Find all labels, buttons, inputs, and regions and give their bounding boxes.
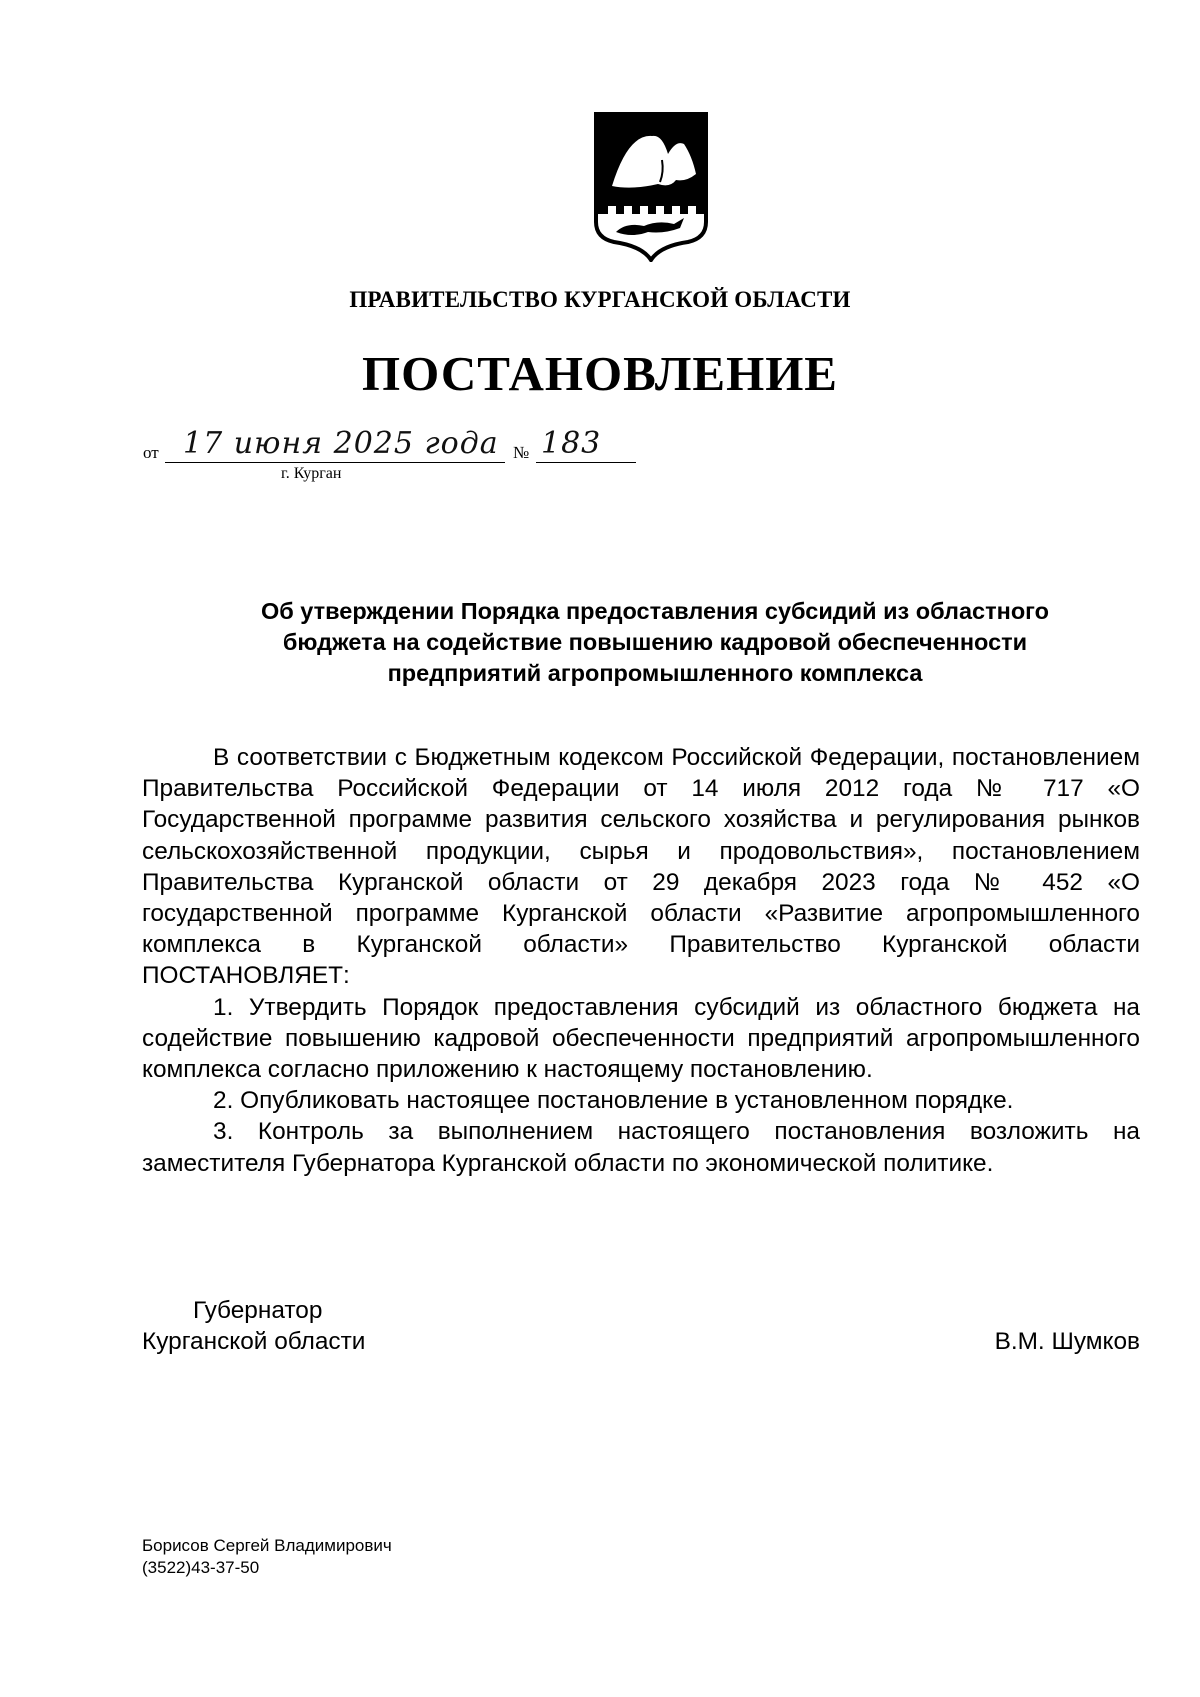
executor-name: Борисов Сергей Владимирович xyxy=(142,1536,392,1555)
government-heading: ПРАВИТЕЛЬСТВО КУРГАНСКОЙ ОБЛАСТИ xyxy=(349,287,851,312)
number-underline xyxy=(536,462,636,463)
executor-contact xyxy=(142,1535,392,1579)
coat-of-arms-icon xyxy=(592,110,710,262)
title-line: бюджета на содействие повышению кадровой обеспеченности xyxy=(282,629,1028,655)
item-2-paragraph: 2. Опубликовать настоящее постановление в установленном порядке. xyxy=(213,1087,1014,1115)
from-label: от xyxy=(143,443,159,462)
title-line: предприятий агропромышленного комплекса xyxy=(387,660,923,686)
handwritten-number: 183 xyxy=(541,426,602,461)
document-title xyxy=(200,596,1110,689)
handwritten-date: 17 июня 2025 года xyxy=(183,426,499,461)
executor-phone: (3522)43-37-50 xyxy=(142,1558,260,1577)
city-label: г. Курган xyxy=(281,465,342,482)
document-body xyxy=(142,742,1140,1179)
preamble-paragraph: В соответствии с Бюджетным кодексом Российской Федерации, постановлением Правительства Российской Федерации от 14 июля 2012 года № 717 «О Государственной программе развития сельского хозяйства и регулирования рынков сельскохозяйственной продукции, сырья и продовольствия», постановлением Правительства Курганской области от 29 декабря 2023 года № 452 «О государственной программе Курганской области «Развитие агропромышленного комплекса в Курганской области» Правительство Курганской области ПОСТАНОВЛЯЕТ: xyxy=(142,744,1140,990)
signatory-position xyxy=(142,1295,365,1357)
date-number-line xyxy=(143,426,663,486)
number-label: № xyxy=(513,443,530,462)
item-1-paragraph: 1. Утвердить Порядок предоставления субсидий из областного бюджета на содействие повышению кадровой обеспеченности предприятий агропромышленного комплекса согласно приложению к настоящему постановлению. xyxy=(142,993,1140,1084)
date-underline xyxy=(165,462,505,463)
position-line: Губернатор xyxy=(193,1297,323,1324)
title-line: Об утверждении Порядка предоставления субсидий из областного xyxy=(260,598,1050,624)
document-type-heading: ПОСТАНОВЛЕНИЕ xyxy=(362,346,838,401)
signatory-name: В.М. Шумков xyxy=(994,1328,1140,1355)
item-3-paragraph: 3. Контроль за выполнением настоящего постановления возложить на заместителя Губернатора Курганской области по экономической политике. xyxy=(142,1118,1140,1177)
position-line: Курганской области xyxy=(142,1328,366,1355)
